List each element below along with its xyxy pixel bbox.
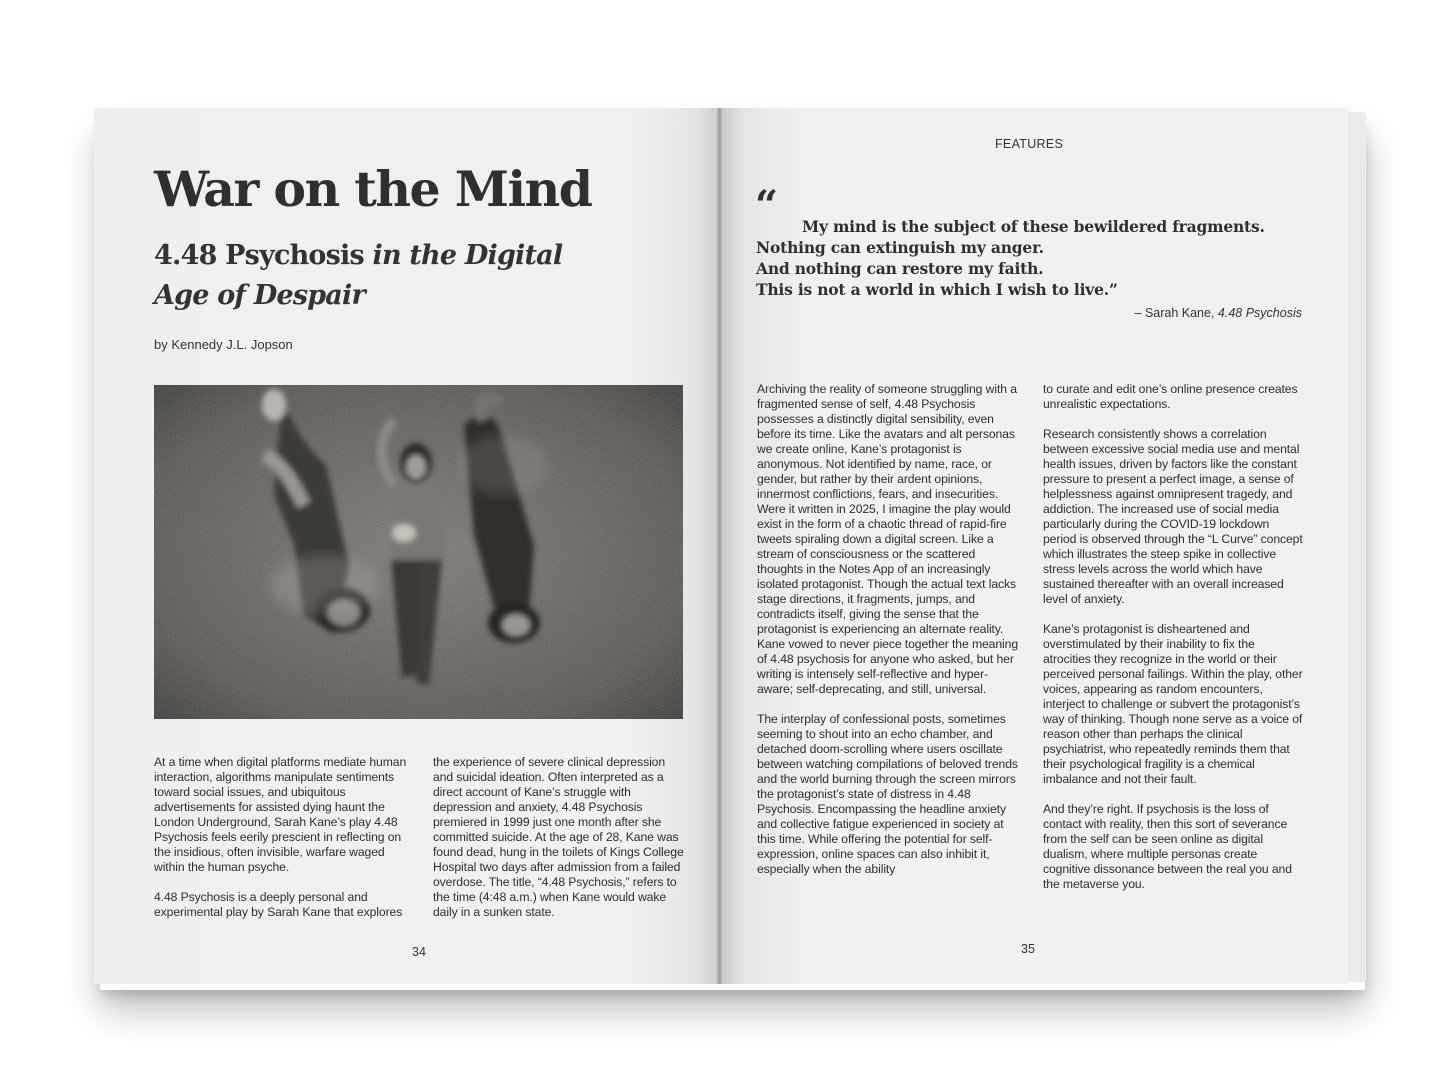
attribution-work: 4.48 Psychosis: [1217, 306, 1302, 320]
byline: by Kennedy J.L. Jopson: [154, 337, 293, 352]
page-number-right: 35: [1021, 942, 1035, 956]
paragraph: Archiving the reality of someone struggling with a fragmented sense of self, 4.48 Psychosis possesses a distinctly digital sensibility, even before its time. Like the avatars and alt personas we create online, Kane’s protagonist is anonymous. Not identified by name, race, or gender, but rather by their ardent opinions, innermost conflictions, fears, and insecurities. Were it written in 2025, I imagine the play would exist in the form of a chaotic thread of rapid-fire tweets spiraling down a digital screen. Like a stream of consciousness or the scattered thoughts in the Notes App of an increasingly isolated protagonist. Though the actual text lacks stage directions, it fragments, jumps, and contradicts itself, giving the sense that the protagonist is experiencing an alternate reality. Kane vowed to never piece together the meaning of 4.48 psychosis for anyone who asked, but her writing is intensely self-reflective and hyper-aware; self-deprecating, and still, universal.: [757, 382, 1018, 696]
quote-attribution: [1135, 306, 1302, 320]
quote-line: My mind is the subject of these bewildered fragments.: [802, 217, 1265, 236]
paragraph: At a time when digital platforms mediate human interaction, algorithms manipulate sentiments toward social issues, and ubiquitous advertisements for assisted dying haunt the London Underground, Sarah Kane’s play 4.48 Psychosis feels eerily prescient in reflecting on the insidious, often invisible, warfare waged within the human psyche.: [154, 755, 407, 874]
article-photo: [154, 385, 683, 719]
paragraph: And they’re right. If psychosis is the loss of contact with reality, then this sort of severance from the self can be seen online as digital dualism, where multiple personas create cognitive dissonance between the real you and the metaverse you.: [1043, 802, 1292, 891]
page-number-left: 34: [412, 945, 426, 959]
quote-line: Nothing can extinguish my anger.: [756, 238, 1044, 257]
subtitle-italic: in the Digital Age of Despair: [154, 240, 563, 311]
right-column-2: [1043, 382, 1305, 907]
paragraph: to curate and edit one’s online presence creates unrealistic expectations.: [1043, 382, 1298, 411]
paragraph: Kane’s protagonist is disheartened and overstimulated by their inability to fix the atrocities they recognize in the world or their perceived personal failings. Within the play, other voices, appearing as random encounters, interject to challenge or subvert the protagonist’s way of thinking. Though none serve as a voice of reason other than perhaps the clinical psychiatrist, who repeatedly reminds them that their psychological fragility is a chemical imbalance and not their fault.: [1043, 622, 1303, 786]
paragraph: the experience of severe clinical depression and suicidal ideation. Often interpreted as a direct account of Kane’s struggle with depression and anxiety, 4.48 Psychosis premiered in 1999 just one month after she committed suicide. At the age of 28, Kane was found dead, hung in the toilets of Kings College Hospital two days after admission from a failed overdose. The title, “4.48 Psychosis,” refers to the time (4:48 a.m.) when Kane would wake daily in a sunken state.: [433, 755, 684, 919]
left-column-2: [433, 755, 685, 935]
article-title: War on the Mind: [154, 160, 592, 218]
attribution-author: – Sarah Kane,: [1134, 306, 1218, 320]
right-column-1: [757, 382, 1019, 892]
subtitle-plain: 4.48 Psychosis: [154, 240, 364, 271]
paragraph: The interplay of confessional posts, sometimes seeming to shout into an echo chamber, and detached doom-scrolling where users oscillate between watching compilations of beloved trends and the world burning through the screen mirrors the protagonist’s state of distress in 4.48 Psychosis. Encompassing the headline anxiety and collective fatigue experienced in society at this time. While offering the potential for self-expression, online spaces can also inhibit it, especially when the ability: [757, 712, 1018, 876]
spine-gutter: [717, 108, 722, 984]
pull-quote: [756, 216, 1265, 300]
article-subtitle: [154, 236, 574, 316]
paragraph: Research consistently shows a correlation between excessive social media use and mental health issues, driven by factors like the constant pressure to present a perfect image, a sense of helplessness against omnipresent tragedy, and addiction. The increased use of social media particularly during the COVID-19 lockdown period is observed through the “L Curve” concept which illustrates the steep spike in collective stress levels across the world which have sustained thereafter with an overall increased level of anxiety.: [1043, 427, 1303, 606]
page-stack-edge: [1346, 112, 1366, 982]
paragraph: 4.48 Psychosis is a deeply personal and experimental play by Sarah Kane that explores: [154, 890, 403, 919]
quote-line: And nothing can restore my faith.: [756, 259, 1044, 278]
left-column-1: [154, 755, 409, 935]
section-label: FEATURES: [995, 137, 1064, 151]
quote-line: This is not a world in which I wish to live.”: [756, 280, 1118, 299]
quote-mark: “: [755, 182, 779, 229]
